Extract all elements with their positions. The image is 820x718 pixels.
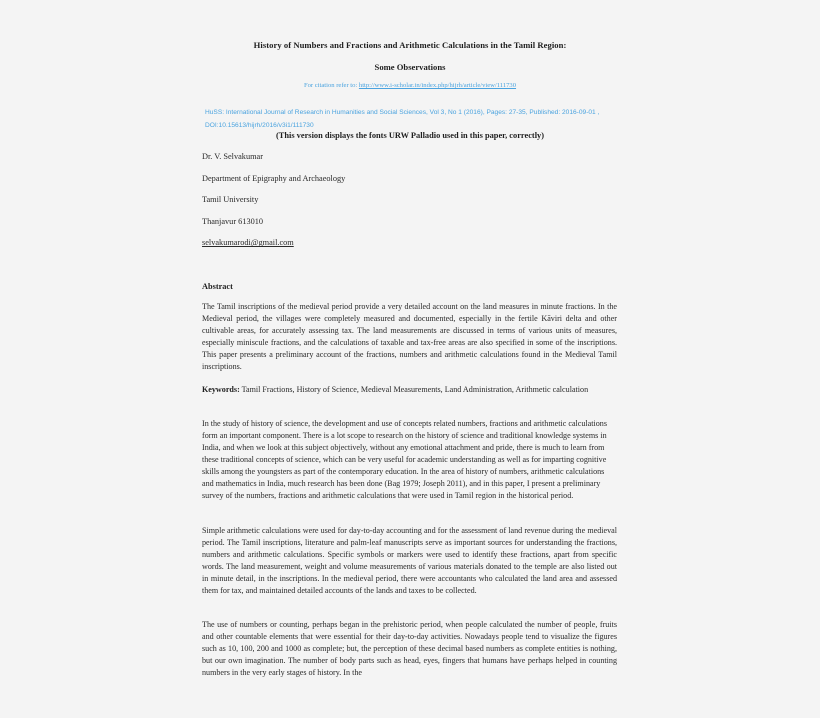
body-paragraph: Simple arithmetic calculations were used for day-to-day accounting and for the assessment of land revenue during the medieval period. The Tamil inscriptions, literature and palm-leaf manuscripts serve as important sources for understanding the fractions, numbers and arithmetic calculations. Specific symbols or markers were used to identify these fractions, apart from specific words. The land measurement, weight and volume measurements of various materials donated to the temple are also listed out in minute detail, in the inscriptions. In the medieval period, there were accountants who calculated the land area and assessed them for tax, and maintained detailed accounts of the lands and taxes to be collected. xyxy=(202,526,617,595)
keywords-text: Tamil Fractions, History of Science, Medieval Measurements, Land Administration, Arithmetic calculation xyxy=(239,385,589,394)
keywords-paragraph xyxy=(202,384,617,396)
author-block xyxy=(202,152,345,260)
body-paragraph: The use of numbers or counting, perhaps began in the prehistoric period, when people calculated the number of people, fruits and other countable elements that were essential for their day-to-day activities. Nowadays people tend to visualize the figures such as 10, 100, 200 and 1000 as complete; but, the perception of these decimal based numbers as complete entities is nothing, but our own imagination. The number of body parts such as head, eyes, fingers that humans have perhaps helped in counting numbers in the very early stages of history. In the xyxy=(202,620,617,677)
body-paragraph: In the study of history of science, the development and use of concepts related numbers, fractions and arithmetic calculations form an important component. There is a lot scope to research on the history of science and traditional knowledge systems in India, and when we look at this subject objectively, without any emotional attachment and pride, there is much to learn from these traditional concepts of science, which can be very useful for academic understanding as well as for imparting cognitive skills among the youngsters as part of the contemporary education. In the area of history of numbers, arithmetic calculations and mathematics in India, much research has been done (Bag 1979; Joseph 2011), and in this paper, I present a preliminary survey of the numbers, fractions and arithmetic calculations that were used in Tamil region in the historical period. xyxy=(202,419,608,500)
citation-prefix: For citation refer to: xyxy=(303,82,359,89)
author-city: Thanjavur 613010 xyxy=(202,216,264,226)
abstract-paragraph: The Tamil inscriptions of the medieval period provide a very detailed account on the land measures in minute fractions. In the Medieval period, the villages were completely measured and documented, especially in the fertile Kāviri delta and other cultivable areas, for accurately assessing tax. The land measurements are discussed in terms of various units of measures, especially miniscule fractions, and the calculations of taxable and tax-free areas are also specified in some of the inscriptions. This paper presents a preliminary account of the fractions, numbers and arithmetic calculations found in the Medieval Tamil inscriptions. xyxy=(202,302,617,371)
keywords-label: Keywords: xyxy=(202,385,240,394)
author-email-link[interactable]: selvakumarodi@gmail.com xyxy=(202,238,294,248)
version-note: (This version displays the fonts URW Palladio used in this paper, correctly) xyxy=(275,131,545,140)
author-department: Department of Epigraphy and Archaeology xyxy=(202,173,346,183)
paper-subtitle: Some Observations xyxy=(374,62,446,72)
author-university: Tamil University xyxy=(202,195,259,205)
abstract-heading: Abstract xyxy=(202,282,233,291)
journal-reference: HuSS: International Journal of Research in Humanities and Social Sciences, Vol 3, No 1 (2016), Pages: 27-35, Published: 2016-09-01 , DOI:10.15613/hijrh/2016/v3i1/111730 xyxy=(205,109,600,129)
author-name: Dr. V. Selvakumar xyxy=(202,152,263,161)
citation-line xyxy=(200,82,620,89)
citation-link[interactable]: http://www.i-scholar.in/index.php/hijrh/article/view/111730 xyxy=(358,82,517,89)
paper-title: History of Numbers and Fractions and Arithmetic Calculations in the Tamil Region: xyxy=(253,40,567,50)
